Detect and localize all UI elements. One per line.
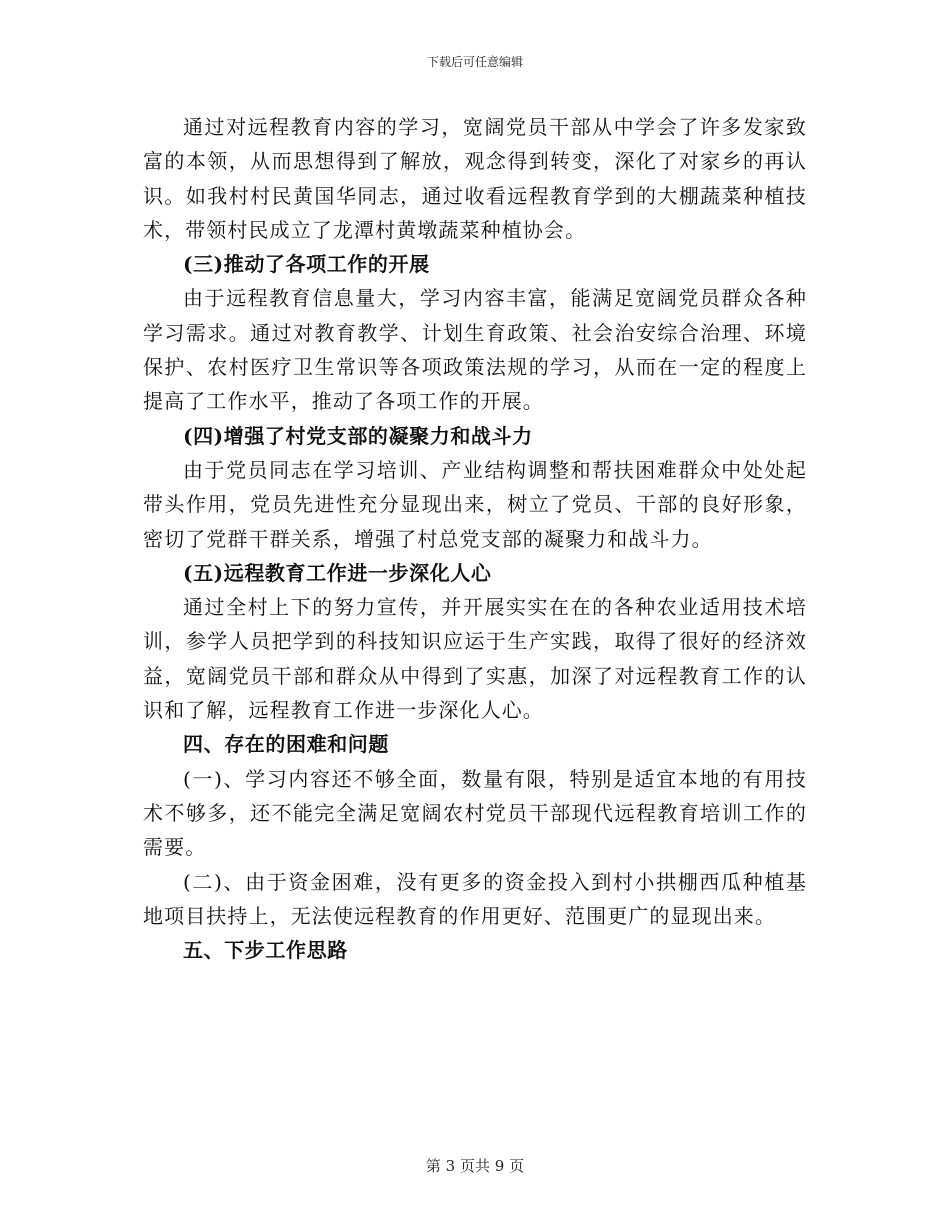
section-heading-4: (四)增强了村党支部的凝聚力和战斗力 <box>183 423 533 448</box>
paragraph-learning-benefits: 通过对远程教育内容的学习，宽阔党员干部从中学会了许多发家致富的本领，从而思想得到了解放，观念得到转变，深化了对家乡的再认识。如我村村民黄国华同志，通过收看远程教育学到的大棚蔬菜种植技术，带领村民成立了龙潭村黄墩蔬菜种植协会。 <box>143 115 807 242</box>
paragraph-difficulty-2: (二)、由于资金困难，没有更多的资金投入到村小拱棚西瓜种植基地项目扶持上，无法使远程教育的作用更好、范围更广的显现出来。 <box>143 869 807 928</box>
paragraph-difficulty-1: (一)、学习内容还不够全面，数量有限，特别是适宜本地的有用技术不够多，还不能完全满足宽阔农村党员干部现代远程教育培训工作的需要。 <box>143 766 807 860</box>
section-heading-5: (五)远程教育工作进一步深化人心 <box>183 560 492 585</box>
section-heading-difficulties: 四、存在的困难和问题 <box>183 732 389 757</box>
page-header: 下载后可任意编辑 <box>426 55 523 69</box>
section-heading-next-steps: 五、下步工作思路 <box>183 938 348 963</box>
paragraph-party-cohesion: 由于党员同志在学习培训、产业结构调整和帮扶困难群众中处处起带头作用，党员先进性充分显现出来，树立了党员、干部的良好形象，密切了党群干群关系，增强了村总党支部的凝聚力和战斗力。 <box>143 457 807 551</box>
paragraph-deepening: 通过全村上下的努力宣传，并开展实实在在的各种农业适用技术培训，参学人员把学到的科技知识应运于生产实践，取得了很好的经济效益，宽阔党员干部和群众从中得到了实惠，加深了对远程教育工作的认识和了解，远程教育工作进一步深化人心。 <box>143 595 807 723</box>
document-body <box>143 110 807 967</box>
paragraph-work-progress: 由于远程教育信息量大，学习内容丰富，能满足宽阔党员群众各种学习需求。通过对教育教学、计划生育政策、社会治安综合治理、环境保护、农村医疗卫生常识等各项政策法规的学习，从而在一定的程度上提高了工作水平，推动了各项工作的开展。 <box>143 286 807 414</box>
page-number: 第 3 页共 9 页 <box>425 1157 525 1175</box>
section-heading-3: (三)推动了各项工作的开展 <box>183 252 430 277</box>
